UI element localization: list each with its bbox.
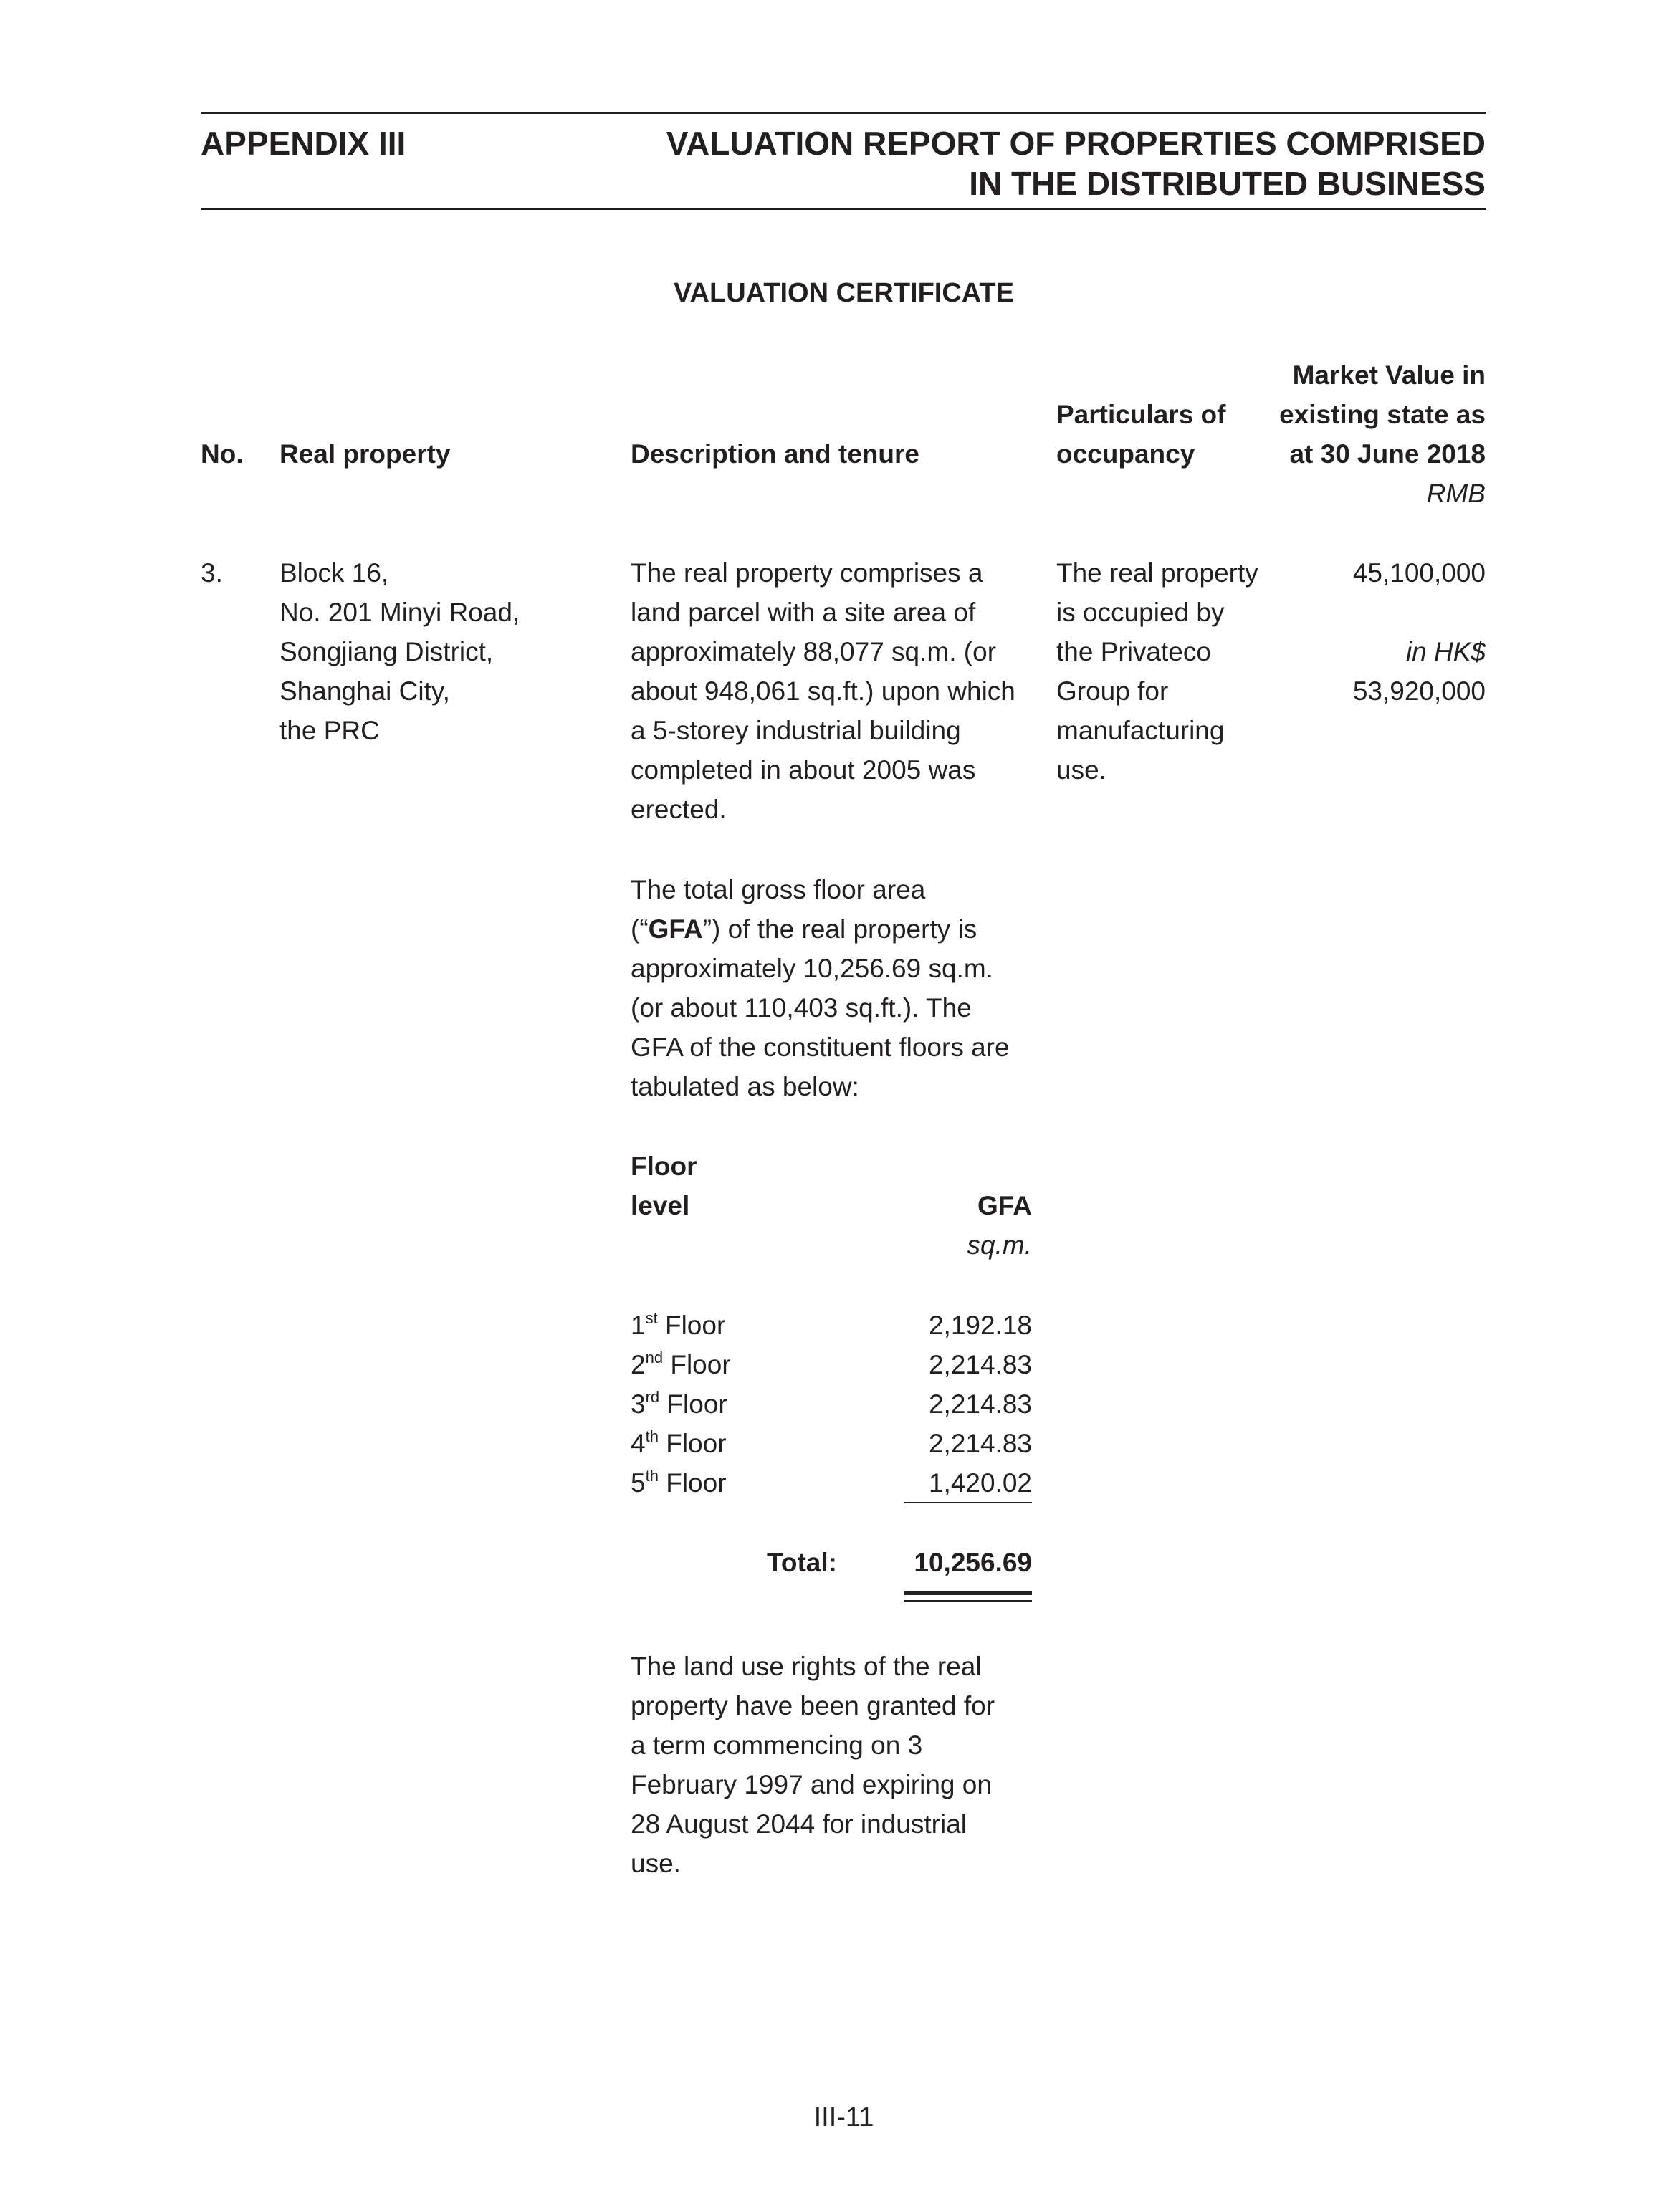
- property-address: [279, 553, 520, 750]
- occupancy-line: the Privateco: [1056, 637, 1211, 666]
- floor-word: Floor: [666, 1429, 727, 1458]
- occupancy-line: manufacturing: [1056, 716, 1225, 745]
- description-line: use.: [631, 1849, 681, 1878]
- floor-table-header-gfa-label: GFA: [977, 1191, 1032, 1220]
- page-number: III-11: [813, 2102, 874, 2132]
- floor-ordinal-suffix: st: [645, 1309, 658, 1327]
- column-header-description: Description and tenure: [631, 439, 919, 469]
- floor-table-row: [631, 1463, 1032, 1503]
- floor-ordinal-suffix: th: [645, 1427, 659, 1445]
- market-value-hk-label: in HK$: [1405, 637, 1486, 666]
- property-address-line: No. 201 Minyi Road,: [279, 598, 520, 627]
- floor-word: Floor: [666, 1468, 727, 1498]
- description-line: The total gross floor area: [631, 875, 926, 904]
- description-line: The real property comprises a: [631, 558, 983, 588]
- description-line: land parcel with a site area of: [631, 598, 976, 627]
- floor-number: 1: [631, 1311, 646, 1340]
- column-header-market-value-line-2: existing state as: [1279, 400, 1486, 429]
- description-line: approximately 88,077 sq.m. (or: [631, 637, 997, 666]
- appendix-label: APPENDIX III: [201, 125, 406, 162]
- description-line: completed in about 2005 was: [631, 755, 976, 785]
- floor-gfa: 2,214.83: [928, 1429, 1032, 1458]
- floor-gfa: 2,214.83: [928, 1389, 1032, 1419]
- floor-gfa: 1,420.02: [928, 1468, 1032, 1498]
- occupancy-line: Group for: [1056, 676, 1169, 706]
- column-header-market-value-line-1: Market Value in: [1292, 360, 1486, 390]
- property-address-line: Shanghai City,: [279, 676, 450, 706]
- description-line: GFA of the constituent floors are: [631, 1033, 1010, 1062]
- market-value-hkd: 53,920,000: [1352, 676, 1486, 706]
- floor-number: 2: [631, 1350, 646, 1379]
- floor-ordinal-suffix: rd: [645, 1388, 660, 1406]
- gfa-term: GFA: [648, 914, 703, 944]
- floor-level: [631, 1345, 731, 1384]
- description-line: a 5-storey industrial building: [631, 716, 961, 745]
- total-double-underline-bottom: [904, 1600, 1032, 1602]
- row-number: 3.: [201, 558, 223, 588]
- floor-number: 4: [631, 1429, 646, 1458]
- report-title-line-2: IN THE DISTRIBUTED BUSINESS: [969, 165, 1486, 202]
- description-line: property have been granted for: [631, 1691, 995, 1720]
- floor-table-row: [631, 1306, 1032, 1345]
- column-header-market-value: [1185, 355, 1486, 513]
- description-paragraph-3: [631, 1647, 995, 1883]
- floor-table-row: [631, 1424, 1032, 1463]
- floor-word: Floor: [664, 1311, 726, 1340]
- floor-word: Floor: [666, 1389, 727, 1419]
- occupancy-line: The real property: [1056, 558, 1258, 588]
- floor-table-header-level-line-2: level: [631, 1191, 690, 1220]
- occupancy-line: is occupied by: [1056, 598, 1225, 627]
- floor-gfa: 2,192.18: [928, 1311, 1032, 1340]
- floor-table-total-label: Total:: [767, 1548, 837, 1577]
- floor-number: 5: [631, 1468, 646, 1498]
- floor-ordinal-suffix: nd: [645, 1349, 664, 1366]
- property-address-line: the PRC: [279, 716, 380, 745]
- floor-number: 3: [631, 1389, 646, 1419]
- column-header-occupancy-line-2: occupancy: [1056, 439, 1195, 469]
- description-line: tabulated as below:: [631, 1072, 859, 1101]
- description-line: approximately 10,256.69 sq.m.: [631, 954, 993, 983]
- description-line: erected.: [631, 795, 727, 824]
- description-paragraph-2: [631, 870, 1010, 1106]
- column-header-market-value-line-3: at 30 June 2018: [1289, 439, 1486, 469]
- quote-close-text: ”) of the real property is: [702, 914, 977, 944]
- floor-level: [631, 1384, 727, 1424]
- report-title-line-1: VALUATION REPORT OF PROPERTIES COMPRISED: [666, 125, 1486, 162]
- column-header-no: No.: [201, 439, 244, 469]
- report-title: [554, 123, 1486, 204]
- floor-level: [631, 1463, 727, 1503]
- column-header-currency: RMB: [1426, 479, 1486, 508]
- floor-word: Floor: [670, 1350, 731, 1379]
- column-header-occupancy-line-1: Particulars of: [1056, 400, 1226, 429]
- occupancy-line: use.: [1056, 755, 1106, 785]
- description-line: a term commencing on 3: [631, 1730, 923, 1760]
- description-line: (or about 110,403 sq.ft.). The: [631, 993, 972, 1023]
- description-paragraph-1: [631, 553, 1015, 829]
- quote-open: (“: [631, 914, 649, 944]
- total-double-underline-top: [904, 1591, 1032, 1595]
- floor-table-total-value: 10,256.69: [914, 1548, 1032, 1577]
- header-rule-top: [201, 112, 1486, 114]
- description-line: about 948,061 sq.ft.) upon which: [631, 676, 1015, 706]
- property-address-line: Block 16,: [279, 558, 389, 588]
- description-line-gfa-definition: [631, 909, 1010, 949]
- floor-table-row: [631, 1345, 1032, 1384]
- header-rule-bottom: [201, 208, 1486, 210]
- subtotal-underline: [904, 1502, 1032, 1503]
- floor-table-header-unit: sq.m.: [967, 1230, 1032, 1260]
- column-header-real-property: Real property: [279, 439, 451, 469]
- description-line: February 1997 and expiring on: [631, 1770, 992, 1799]
- floor-level: [631, 1424, 727, 1463]
- property-address-line: Songjiang District,: [279, 637, 494, 666]
- description-line: 28 August 2044 for industrial: [631, 1809, 967, 1839]
- floor-table-header-gfa: [889, 1186, 1032, 1265]
- certificate-title: VALUATION CERTIFICATE: [674, 278, 1014, 308]
- market-value-rmb: 45,100,000: [1352, 558, 1486, 588]
- floor-table-row: [631, 1384, 1032, 1424]
- floor-level: [631, 1306, 725, 1345]
- floor-table-header-level: [631, 1146, 697, 1225]
- floor-table-header-level-line-1: Floor: [631, 1152, 697, 1181]
- description-line: The land use rights of the real: [631, 1652, 982, 1681]
- floor-gfa: 2,214.83: [928, 1350, 1032, 1379]
- floor-ordinal-suffix: th: [645, 1467, 659, 1485]
